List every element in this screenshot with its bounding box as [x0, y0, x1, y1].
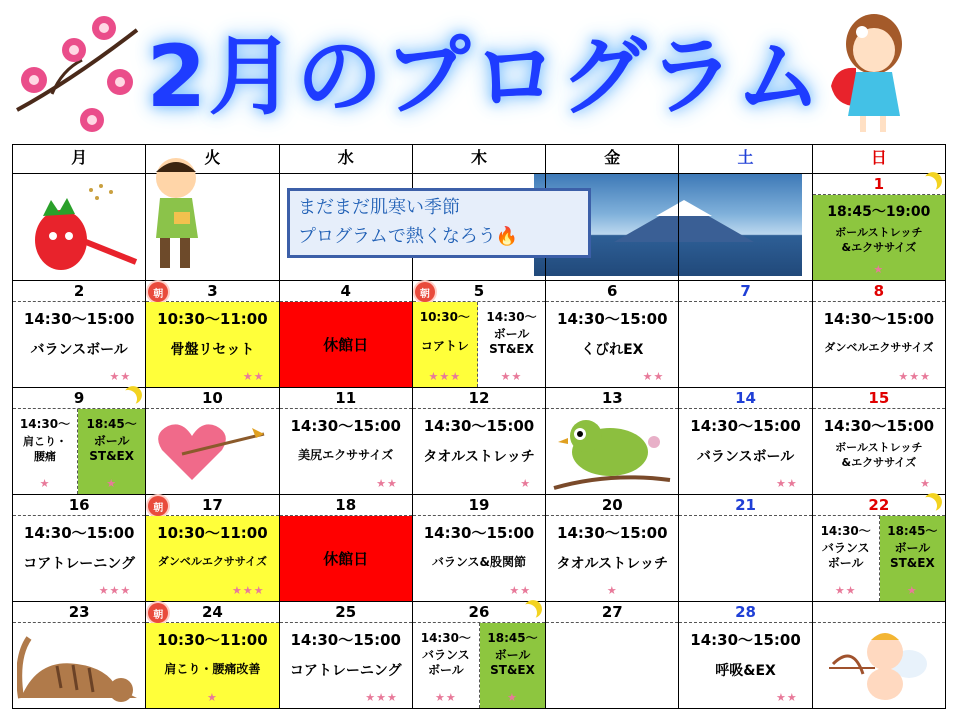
morning-badge: 朝 — [148, 282, 168, 302]
class-time: 18:45〜 — [487, 631, 538, 645]
heart-arrow-illustration — [152, 414, 274, 484]
class-name: ボール ST&EX — [490, 648, 535, 677]
stretching-cat-illustration — [17, 628, 143, 706]
day-number: 27 — [546, 602, 678, 623]
class-slot-b — [480, 623, 545, 708]
day-cell — [13, 602, 146, 709]
day-number: 12 — [413, 388, 545, 409]
difficulty-stars: ★★ — [376, 477, 398, 490]
class-time: 14:30〜15:00 — [690, 417, 801, 435]
class-name: くびれEX — [581, 342, 644, 358]
day-number: 13 — [546, 388, 678, 409]
difficulty-stars: ★★★ — [898, 370, 931, 383]
day-cell — [812, 174, 945, 281]
class-name: ボールストレッチ &エクササイズ — [835, 441, 923, 469]
day-number: 4 — [280, 281, 412, 302]
seasonal-message — [287, 188, 591, 258]
day-cell — [812, 495, 945, 602]
class-time: 14:30〜15:00 — [823, 310, 935, 328]
message-line-2: プログラムで熱くなろう🔥 — [298, 226, 519, 247]
morning-badge: 朝 — [415, 282, 435, 302]
day-cell — [279, 495, 412, 602]
class-name: コアトレーニング — [289, 663, 402, 679]
class-name: 呼吸&EX — [715, 663, 776, 679]
difficulty-stars: ★★★ — [98, 584, 132, 597]
day-cell — [546, 281, 679, 388]
class-time: 14:30〜 — [486, 310, 537, 324]
difficulty-stars: ★★★ — [231, 584, 265, 597]
day-number: 1 — [813, 174, 945, 195]
difficulty-stars: ★ — [39, 477, 51, 490]
difficulty-stars: ★ — [520, 477, 532, 490]
class-time: 14:30〜15:00 — [23, 524, 135, 542]
class-time: 14:30〜15:00 — [290, 631, 401, 649]
class-time: 14:30〜15:00 — [423, 417, 535, 435]
day-number — [813, 602, 945, 623]
day-cell — [679, 602, 812, 709]
class-time: 14:30〜15:00 — [23, 310, 135, 328]
day-cell — [546, 602, 679, 709]
message-line-1: まだまだ肌寒い季節 — [298, 197, 460, 218]
weekday-tue: 火 — [146, 145, 279, 174]
difficulty-stars: ★★ — [642, 370, 665, 383]
cupid-illustration — [823, 624, 933, 706]
class-time: 10:30〜 — [419, 310, 470, 324]
week-row-4 — [13, 495, 946, 602]
day-cell — [146, 495, 279, 602]
plum-blossom-illustration — [12, 10, 140, 136]
difficulty-stars: ★★ — [775, 477, 798, 490]
class-time: 14:30〜 — [19, 417, 71, 431]
day-number: 28 — [679, 602, 811, 623]
day-cell — [679, 495, 812, 602]
difficulty-stars: ★★ — [834, 584, 857, 597]
class-name: 肩こり・腰痛改善 — [164, 662, 261, 676]
day-cell — [13, 495, 146, 602]
class-name: バランス ボール — [821, 541, 870, 570]
difficulty-stars: ★★ — [500, 370, 523, 383]
day-cell — [279, 388, 412, 495]
day-cell — [13, 388, 146, 495]
difficulty-stars: ★ — [906, 584, 918, 597]
bean-throwing-boy-illustration — [146, 152, 216, 280]
red-oni-illustration — [21, 180, 141, 276]
class-slot-b — [880, 516, 945, 601]
day-cell — [812, 602, 945, 709]
class-name: 肩こり・ 腰痛 — [23, 435, 67, 463]
weekday-thu: 木 — [412, 145, 545, 174]
day-number: 20 — [546, 495, 678, 516]
day-cell — [279, 602, 412, 709]
class-time: 10:30〜11:00 — [157, 524, 268, 542]
class-time: 18:45〜19:00 — [827, 204, 931, 220]
class-slot-b — [478, 302, 545, 387]
class-slot-a — [413, 623, 480, 708]
class-time: 14:30〜 — [420, 631, 471, 645]
difficulty-stars: ★ — [920, 477, 931, 490]
class-name: コアトレ — [420, 339, 469, 353]
class-name: 骨盤リセット — [170, 342, 255, 358]
class-name: バランスボール — [30, 342, 128, 358]
class-time: 14:30〜15:00 — [290, 417, 401, 435]
difficulty-stars: ★★★ — [428, 370, 462, 383]
closed-day-label: 休館日 — [280, 516, 412, 601]
day-number: 5 — [413, 281, 545, 302]
day-number: 3 — [146, 281, 278, 302]
class-name: ボール ST&EX — [889, 541, 935, 570]
day-number: 26 — [413, 602, 545, 623]
class-slot-a — [413, 302, 478, 387]
day-number: 11 — [280, 388, 412, 409]
day-cell — [546, 388, 679, 495]
class-name: タオルストレッチ — [556, 556, 668, 572]
day-cell — [146, 174, 279, 281]
week-row-3 — [13, 388, 946, 495]
class-time: 14:30〜15:00 — [557, 524, 668, 542]
class-name: 美尻エクササイズ — [298, 448, 394, 462]
class-time: 14:30〜15:00 — [690, 631, 801, 649]
class-name: バランスボール — [696, 449, 795, 465]
day-number: 18 — [280, 495, 412, 516]
day-number: 19 — [413, 495, 545, 516]
day-number: 6 — [546, 281, 678, 302]
day-number: 17 — [146, 495, 278, 516]
class-name: コアトレーニング — [23, 556, 135, 572]
difficulty-stars: ★★ — [775, 691, 798, 704]
day-number: 9 — [13, 388, 145, 409]
day-number: 8 — [813, 281, 945, 302]
difficulty-stars: ★ — [873, 263, 885, 276]
day-number: 25 — [280, 602, 412, 623]
day-cell — [546, 495, 679, 602]
class-name: ダンベルエクササイズ — [157, 555, 268, 568]
day-cell — [412, 281, 545, 388]
class-slot-b — [78, 409, 145, 494]
difficulty-stars: ★★ — [109, 370, 132, 383]
day-number: 21 — [679, 495, 811, 516]
difficulty-stars: ★★★ — [365, 691, 398, 704]
day-cell — [412, 388, 545, 495]
weekday-sat: 土 — [679, 145, 812, 174]
week-row-2 — [13, 281, 946, 388]
difficulty-stars: ★ — [507, 691, 518, 704]
day-cell — [812, 388, 945, 495]
day-cell — [13, 174, 146, 281]
day-number: 23 — [13, 602, 145, 623]
day-number: 16 — [13, 495, 145, 516]
class-name: ボール ST&EX — [89, 434, 135, 463]
day-number: 15 — [813, 388, 945, 409]
class-time: 10:30〜11:00 — [157, 310, 268, 328]
class-name: バランス&股関節 — [431, 555, 527, 569]
difficulty-stars: ★ — [606, 584, 618, 597]
day-cell — [13, 281, 146, 388]
day-number: 22 — [813, 495, 945, 516]
day-cell — [279, 281, 412, 388]
difficulty-stars: ★ — [106, 477, 118, 490]
weekday-sun: 日 — [812, 145, 945, 174]
day-number: 2 — [13, 281, 145, 302]
day-cell — [412, 495, 545, 602]
weekday-fri: 金 — [546, 145, 679, 174]
class-time: 18:45〜 — [887, 524, 938, 538]
day-cell — [146, 388, 279, 495]
difficulty-stars: ★★ — [434, 691, 457, 704]
page-title: 2月のプログラム — [146, 27, 824, 127]
closed-day-label: 休館日 — [280, 302, 412, 387]
girl-illustration — [826, 6, 916, 138]
day-cell — [146, 602, 279, 709]
bush-warbler-bird-illustration — [550, 402, 676, 494]
day-number: 14 — [679, 388, 811, 409]
difficulty-stars: ★ — [206, 691, 218, 704]
class-name: ダンベルエクササイズ — [824, 341, 934, 354]
day-cell — [679, 388, 812, 495]
class-time: 14:30〜15:00 — [823, 417, 935, 435]
class-name: ボールストレッチ &エクササイズ — [835, 226, 923, 254]
day-cell — [146, 281, 279, 388]
class-time: 14:30〜 — [820, 524, 871, 538]
class-name: バランス ボール — [422, 648, 470, 677]
day-cell — [679, 281, 812, 388]
class-slot-a — [813, 516, 880, 601]
class-name: ボール ST&EX — [489, 327, 534, 356]
weekday-mon: 月 — [13, 145, 146, 174]
morning-badge: 朝 — [148, 496, 168, 516]
class-time: 10:30〜11:00 — [157, 631, 268, 649]
difficulty-stars: ★★ — [242, 370, 265, 383]
day-cell — [679, 174, 812, 281]
day-cell — [412, 602, 545, 709]
class-name: タオルストレッチ — [423, 449, 535, 465]
class-time: 14:30〜15:00 — [557, 310, 668, 328]
day-number: 24 — [146, 602, 278, 623]
morning-badge: 朝 — [148, 603, 168, 623]
difficulty-stars: ★★ — [509, 584, 532, 597]
week-row-5 — [13, 602, 946, 709]
weekday-wed: 水 — [279, 145, 412, 174]
day-cell — [812, 281, 945, 388]
class-time: 14:30〜15:00 — [423, 524, 535, 542]
day-number: 7 — [679, 281, 811, 302]
day-number: 10 — [146, 388, 278, 409]
class-slot-a — [13, 409, 78, 494]
class-time: 18:45〜 — [86, 417, 137, 431]
